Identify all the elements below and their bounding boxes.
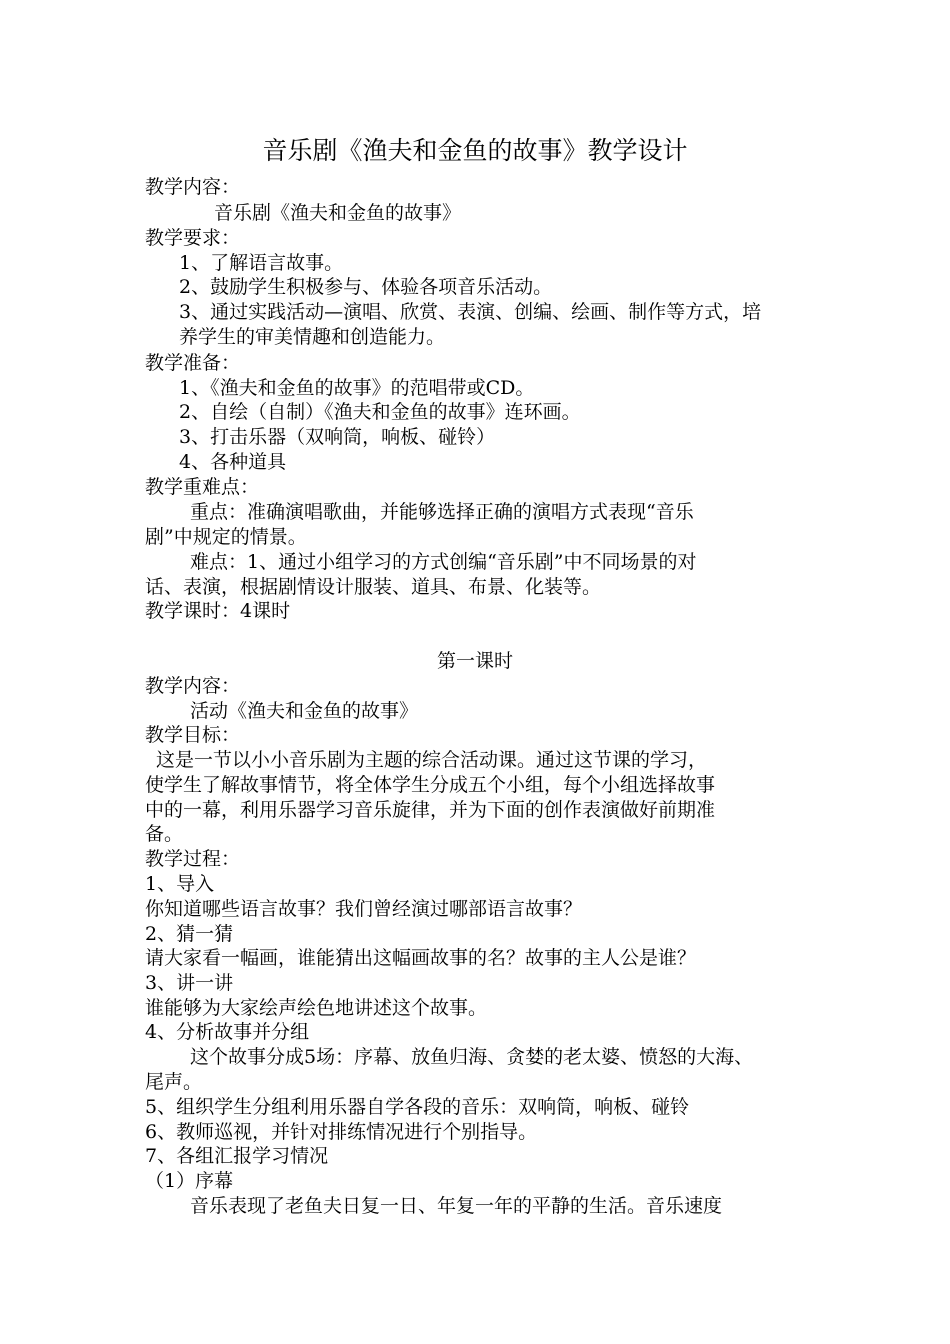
lesson-content-text: 活动《渔夫和金鱼的故事》 bbox=[190, 700, 419, 722]
content-text: 音乐剧《渔夫和金鱼的故事》 bbox=[214, 202, 462, 224]
requirement-item: 1、了解语言故事。 bbox=[179, 252, 344, 274]
process-line: 3、讲一讲 bbox=[145, 972, 234, 994]
process-line: 6、教师巡视，并针对排练情况进行个别指导。 bbox=[145, 1121, 538, 1143]
process-heading: 教学过程： bbox=[145, 848, 241, 870]
goal-line: 中的一幕，利用乐器学习音乐旋律，并为下面的创作表演做好前期准 bbox=[145, 799, 716, 821]
lesson-content-heading: 教学内容： bbox=[145, 675, 241, 697]
requirement-item: 养学生的审美情趣和创造能力。 bbox=[179, 326, 446, 348]
process-line: 你知道哪些语言故事？我们曾经演过哪部语言故事？ bbox=[145, 898, 583, 920]
keypoints-heading: 教学重难点： bbox=[145, 476, 260, 498]
goal-line: 这是一节以小小音乐剧为主题的综合活动课。通过这节课的学习， bbox=[156, 749, 708, 771]
goal-heading: 教学目标： bbox=[145, 724, 241, 746]
preparation-item: 3、打击乐器（双响筒，响板、碰铃） bbox=[179, 426, 496, 448]
process-line: 音乐表现了老鱼夫日复一日、年复一年的平静的生活。音乐速度 bbox=[190, 1195, 723, 1217]
lesson-heading: 第一课时 bbox=[436, 650, 513, 672]
process-line: 尾声。 bbox=[145, 1071, 203, 1093]
requirements-heading: 教学要求： bbox=[145, 227, 241, 249]
goal-line: 使学生了解故事情节，将全体学生分成五个小组，每个小组选择故事 bbox=[145, 774, 716, 796]
process-line: 4、分析故事并分组 bbox=[145, 1021, 310, 1043]
process-line: （1）序幕 bbox=[145, 1170, 234, 1192]
teaching-hours: 教学课时：4课时 bbox=[145, 600, 291, 622]
process-line: 2、猜一猜 bbox=[145, 923, 234, 945]
process-line: 1、导入 bbox=[145, 873, 215, 895]
content-heading: 教学内容： bbox=[145, 176, 241, 198]
keypoints-line: 话、表演，根据剧情设计服装、道具、布景、化装等。 bbox=[145, 576, 602, 598]
process-line: 谁能够为大家绘声绘色地讲述这个故事。 bbox=[145, 997, 488, 1019]
document-title: 音乐剧《渔夫和金鱼的故事》教学设计 bbox=[262, 136, 688, 165]
preparation-item: 1、《渔夫和金鱼的故事》的范唱带或CD。 bbox=[179, 377, 535, 399]
preparation-item: 2、自绘（自制）《渔夫和金鱼的故事》连环画。 bbox=[179, 401, 581, 423]
process-line: 5、组织学生分组利用乐器自学各段的音乐：双响筒，响板、碰铃 bbox=[145, 1096, 690, 1118]
preparation-item: 4、各种道具 bbox=[179, 451, 287, 473]
preparation-heading: 教学准备： bbox=[145, 352, 241, 374]
process-line: 这个故事分成5场：序幕、放鱼归海、贪婪的老太婆、愤怒的大海、 bbox=[190, 1046, 754, 1068]
process-line: 请大家看一幅画，谁能猜出这幅画故事的名？故事的主人公是谁？ bbox=[145, 947, 697, 969]
keypoints-line: 剧”中规定的情景。 bbox=[145, 526, 307, 548]
keypoints-line: 重点：准确演唱歌曲，并能够选择正确的演唱方式表现“音乐 bbox=[190, 501, 694, 523]
requirement-item: 2、鼓励学生积极参与、体验各项音乐活动。 bbox=[179, 276, 553, 298]
goal-line: 备。 bbox=[145, 823, 184, 845]
requirement-item: 3、通过实践活动—演唱、欣赏、表演、创编、绘画、制作等方式，培 bbox=[179, 301, 762, 323]
keypoints-line: 难点：1、通过小组学习的方式创编“音乐剧”中不同场景的对 bbox=[190, 551, 697, 573]
process-line: 7、各组汇报学习情况 bbox=[145, 1145, 329, 1167]
